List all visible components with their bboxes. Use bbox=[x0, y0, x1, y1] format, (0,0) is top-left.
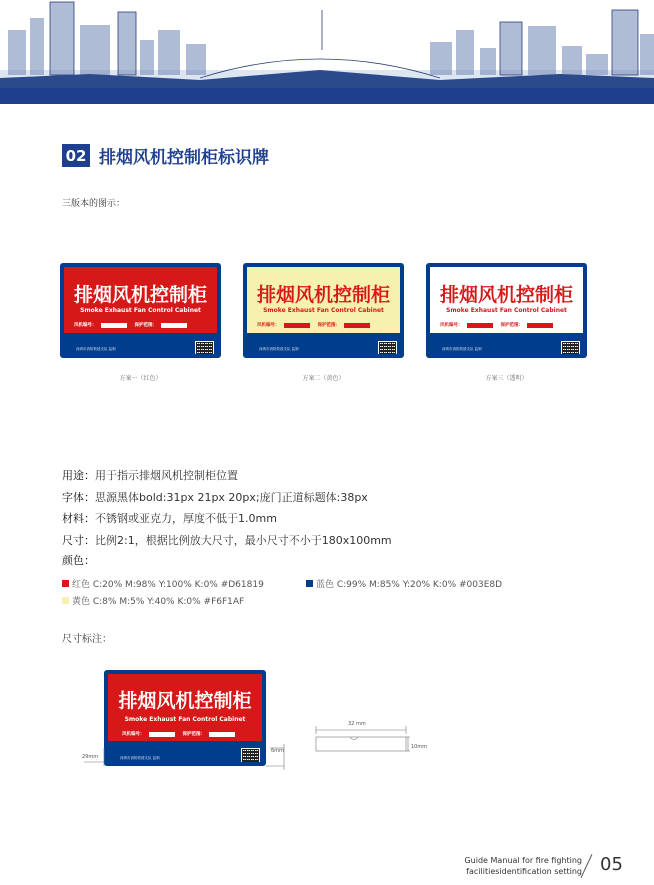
sign-unit-text: 深圳市消防救援支队 监制 bbox=[259, 347, 299, 351]
footer-divider bbox=[581, 854, 593, 878]
side-thickness-mark: 10mm bbox=[411, 744, 428, 750]
field-fan-number-box bbox=[101, 323, 127, 328]
info-value: 用于指示排烟风机控制柜位置 bbox=[95, 469, 238, 482]
info-key: 颜色： bbox=[62, 554, 95, 567]
sign-transparent bbox=[426, 263, 587, 358]
field-protect-range-label: 保护范围： bbox=[182, 732, 205, 737]
sign-title-en: Smoke Exhaust Fan Control Cabinet bbox=[124, 716, 246, 723]
blue-swatch bbox=[306, 580, 313, 587]
sign-unit-text: 深圳市消防救援支队 监制 bbox=[76, 347, 116, 351]
dimension-heading: 尺寸标注： bbox=[62, 634, 112, 645]
sign-yellow bbox=[243, 263, 404, 358]
sign-fields bbox=[257, 322, 370, 328]
color-label: 蓝色 C:99% M:85% Y:20% K:0% #003E8D bbox=[316, 580, 503, 590]
qr-code-icon bbox=[561, 341, 580, 358]
info-key: 材料： bbox=[62, 512, 95, 525]
sign-title-en: Smoke Exhaust Fan Control Cabinet bbox=[263, 307, 384, 314]
footer-guide-title bbox=[464, 855, 582, 877]
footer-line2: facilitiesidentification setting bbox=[466, 867, 582, 876]
footer-line1: Guide Manual for fire fighting bbox=[464, 856, 582, 865]
section-number: 02 bbox=[62, 144, 90, 167]
sign-title-en: Smoke Exhaust Fan Control Cabinet bbox=[446, 307, 567, 314]
color-label: 红色 C:20% M:98% Y:100% K:0% #D61819 bbox=[72, 580, 264, 590]
field-protect-range-box bbox=[344, 323, 370, 328]
field-fan-number-label: 风机编号： bbox=[74, 323, 97, 328]
dimension-lines bbox=[80, 660, 440, 780]
sign-title-cn: 排烟风机控制柜 bbox=[439, 284, 573, 306]
dimension-right-mark: 6mm bbox=[271, 748, 284, 754]
info-material bbox=[62, 510, 277, 526]
info-color bbox=[62, 552, 95, 568]
info-size bbox=[62, 532, 392, 548]
info-value: 比例2:1，根据比例放大尺寸，最小尺寸不小于180x100mm bbox=[95, 534, 392, 547]
sign-title-cn: 排烟风机控制柜 bbox=[256, 284, 390, 306]
sign-title-cn: 排烟风机控制柜 bbox=[73, 284, 207, 306]
qr-code-icon bbox=[378, 341, 397, 358]
field-protect-range-label: 保护范围： bbox=[134, 323, 157, 328]
yellow-swatch bbox=[62, 597, 69, 604]
section-title: 排烟风机控制柜标识牌 bbox=[99, 148, 269, 168]
sign-title-en: Smoke Exhaust Fan Control Cabinet bbox=[80, 307, 201, 314]
field-fan-number-box bbox=[467, 323, 493, 328]
field-fan-number-label: 风机编号： bbox=[440, 323, 463, 328]
field-protect-range-label: 保护范围： bbox=[500, 323, 523, 328]
sign-red bbox=[60, 263, 221, 358]
sign-caption: 方案一（红色） bbox=[119, 375, 162, 382]
sign-fields bbox=[440, 322, 553, 328]
color-blue-row bbox=[306, 577, 502, 590]
color-yellow-row bbox=[62, 594, 244, 607]
color-label: 黄色 C:8% M:5% Y:40% K:0% #F6F1AF bbox=[72, 597, 245, 607]
dimension-left-mark: 29mm bbox=[82, 754, 99, 760]
skyline-illustration bbox=[0, 0, 654, 104]
sign-fields bbox=[74, 322, 187, 328]
info-key: 字体： bbox=[62, 491, 95, 504]
qr-code-icon bbox=[195, 341, 214, 358]
field-fan-number-box bbox=[284, 323, 310, 328]
field-protect-range-label: 保护范围： bbox=[317, 323, 340, 328]
info-purpose bbox=[62, 467, 238, 483]
info-key: 用途： bbox=[62, 469, 95, 482]
section-heading bbox=[62, 143, 269, 168]
info-key: 尺寸： bbox=[62, 534, 95, 547]
side-width-mark: 32 mm bbox=[348, 721, 366, 727]
red-swatch bbox=[62, 580, 69, 587]
sign-unit-text: 深圳市消防救援支队 监制 bbox=[120, 756, 160, 760]
sign-caption: 方案三（透明） bbox=[485, 375, 528, 382]
info-font bbox=[62, 489, 368, 505]
city-skyline-banner bbox=[0, 0, 654, 104]
field-protect-range-box bbox=[161, 323, 187, 328]
field-fan-number-label: 风机编号： bbox=[122, 732, 145, 737]
color-red-row bbox=[62, 577, 264, 590]
sign-caption: 方案二（黄色） bbox=[302, 375, 345, 382]
info-value: 思源黑体bold:31px 21px 20px;庞门正道标题体:38px bbox=[95, 491, 368, 504]
field-fan-number-label: 风机编号： bbox=[257, 323, 280, 328]
sign-title-cn: 排烟风机控制柜 bbox=[118, 690, 252, 712]
sign-unit-text: 深圳市消防救援支队 监制 bbox=[442, 347, 482, 351]
field-protect-range-box bbox=[527, 323, 553, 328]
page-number: 05 bbox=[600, 854, 623, 875]
intro-text: 三版本的图示： bbox=[62, 199, 126, 209]
info-value: 不锈钢或亚克力，厚度不低于1.0mm bbox=[95, 512, 277, 525]
